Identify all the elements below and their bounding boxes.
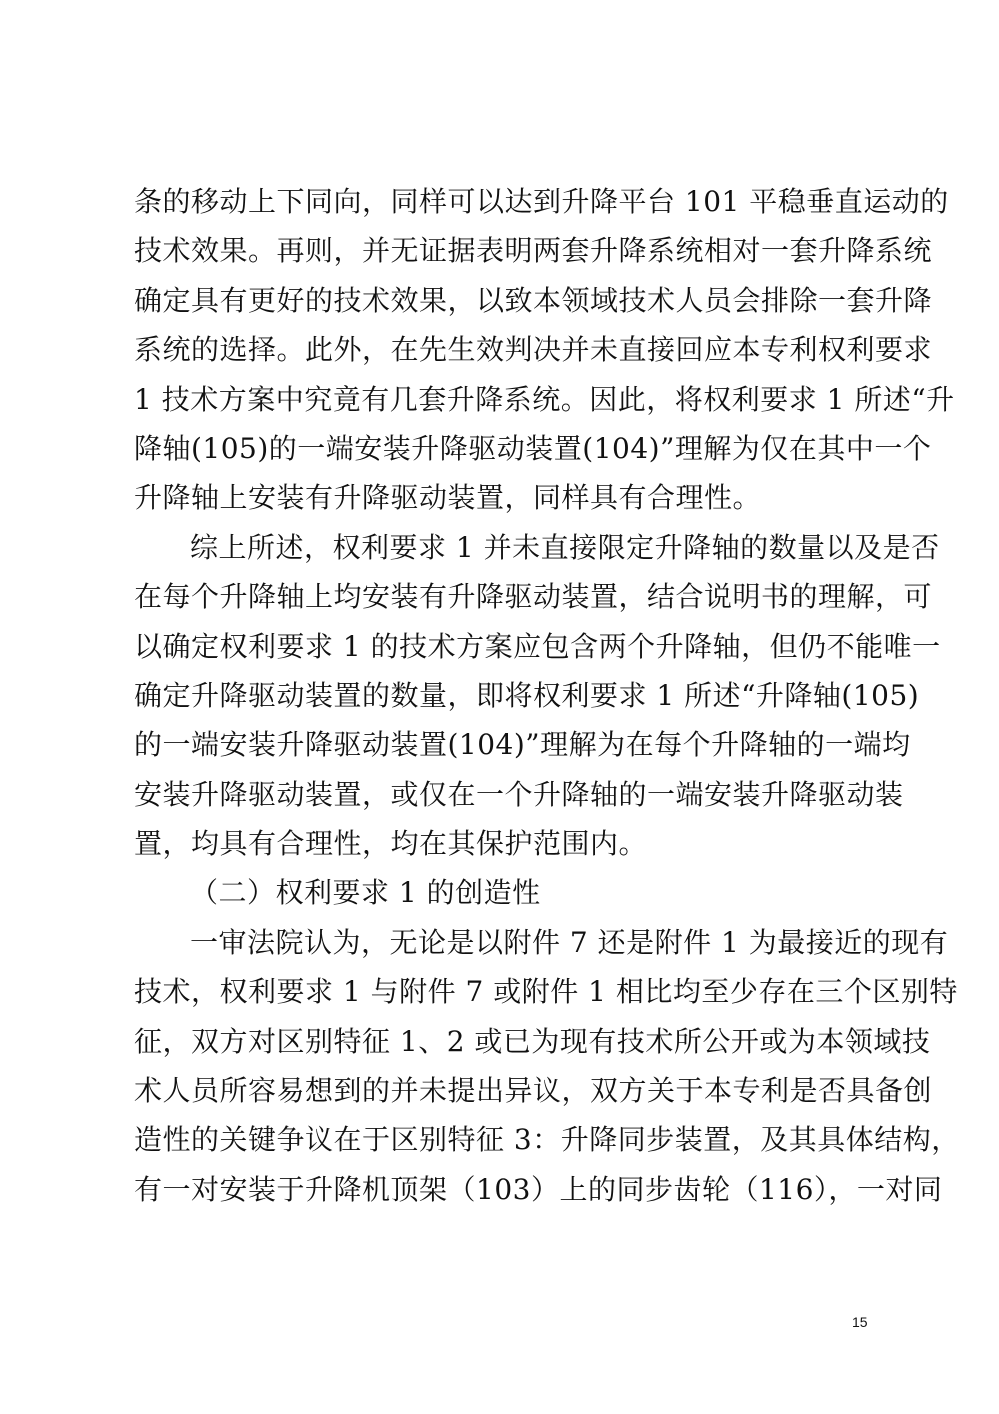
- text-line: 有一对安装于升降机顶架（103）上的同步齿轮（116），一对同: [134, 1172, 943, 1206]
- text-line: 确定具有更好的技术效果，以致本领域技术人员会排除一套升降: [134, 283, 933, 317]
- text-line: 综上所述，权利要求 1 并未直接限定升降轴的数量以及是否: [190, 530, 940, 564]
- text-line: （二）权利要求 1 的创造性: [190, 876, 541, 910]
- text-line: 技术，权利要求 1 与附件 7 或附件 1 相比均至少存在三个区别特: [134, 975, 958, 1009]
- text-line: 技术效果。再则，并无证据表明两套升降系统相对一套升降系统: [134, 234, 933, 268]
- text-line: 征，双方对区别特征 1、2 或已为现有技术所公开或为本领域技: [134, 1024, 931, 1058]
- text-line: 置，均具有合理性，均在其保护范围内。: [134, 827, 648, 861]
- text-line: 一审法院认为，无论是以附件 7 还是附件 1 为最接近的现有: [190, 925, 949, 959]
- text-line: 升降轴上安装有升降驱动装置，同样具有合理性。: [134, 481, 762, 515]
- text-line: 条的移动上下同向，同样可以达到升降平台 101 平稳垂直运动的: [134, 185, 949, 218]
- text-line: 安装升降驱动装置，或仅在一个升降轴的一端安装升降驱动装: [134, 777, 904, 811]
- body-text: [134, 177, 960, 1214]
- text-line: 系统的选择。此外，在先生效判决并未直接回应本专利权利要求: [134, 333, 933, 367]
- text-line: 的一端安装升降驱动装置(104)”理解为在每个升降轴的一端均: [134, 728, 911, 762]
- text-line: 在每个升降轴上均安装有升降驱动装置，结合说明书的理解，可: [134, 580, 933, 614]
- text-line: 确定升降驱动装置的数量，即将权利要求 1 所述“升降轴(105): [134, 678, 920, 712]
- text-line: 降轴(105)的一端安装升降驱动装置(104)”理解为仅在其中一个: [134, 431, 932, 465]
- text-line: 造性的关键争议在于区别特征 3：升降同步装置，及其具体结构，: [134, 1123, 960, 1157]
- text-line: 术人员所容易想到的并未提出异议，双方关于本专利是否具备创: [134, 1074, 933, 1108]
- text-line: 以确定权利要求 1 的技术方案应包含两个升降轴，但仍不能唯一: [134, 629, 941, 663]
- page-number: 15: [852, 1314, 868, 1330]
- text-line: 1 技术方案中究竟有几套升降系统。因此，将权利要求 1 所述“升: [134, 382, 955, 416]
